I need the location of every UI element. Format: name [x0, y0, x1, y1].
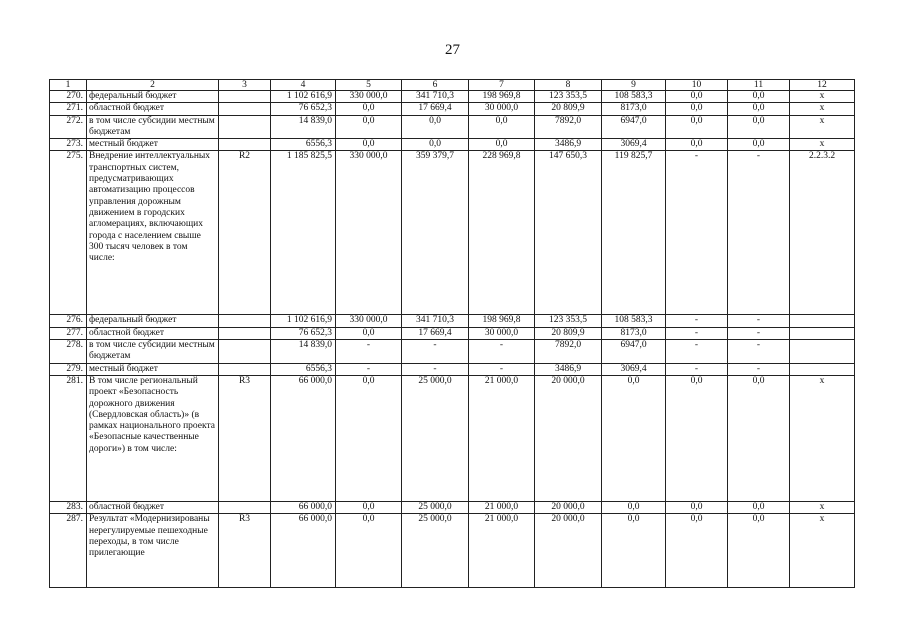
table-cell: 2.2.3.2	[790, 151, 855, 315]
table-cell: 341 710,3	[402, 315, 469, 327]
table-cell: 123 353,5	[535, 315, 602, 327]
row-name-cell: В том числе региональный проект «Безопасность дорожного движения (Свердловская область)» (в рамках национального проекта «Безопасные качественные дороги») в том числе:	[87, 375, 219, 501]
row-name-cell: в том числе субсидии местным бюджетам	[87, 340, 219, 364]
table-cell: 0,0	[336, 327, 402, 339]
table-cell: 6947,0	[602, 115, 666, 139]
table-cell: 30 000,0	[469, 327, 535, 339]
table-cell: 0,0	[602, 501, 666, 513]
table-cell: 3486,9	[535, 363, 602, 375]
table-cell: 0,0	[336, 115, 402, 139]
table-cell: -	[728, 327, 790, 339]
table-cell: 3069,4	[602, 363, 666, 375]
table-cell: 14 839,0	[271, 340, 336, 364]
header-cell: 10	[666, 80, 728, 91]
table-row	[50, 327, 855, 339]
table-cell: 20 809,9	[535, 327, 602, 339]
row-number-cell: 276.	[50, 315, 87, 327]
table-cell: 25 000,0	[402, 514, 469, 588]
table-cell	[219, 363, 271, 375]
header-cell: 12	[790, 80, 855, 91]
table-cell: 6556,3	[271, 139, 336, 151]
table-cell: 0,0	[728, 115, 790, 139]
table-row	[50, 103, 855, 115]
header-cell: 9	[602, 80, 666, 91]
table-cell	[219, 91, 271, 103]
table-cell: x	[790, 115, 855, 139]
table-row	[50, 363, 855, 375]
table-row	[50, 91, 855, 103]
table-cell: 7892,0	[535, 115, 602, 139]
table-cell: 0,0	[602, 375, 666, 501]
table-cell: 7892,0	[535, 340, 602, 364]
table-cell: 20 809,9	[535, 103, 602, 115]
table-cell: 198 969,8	[469, 91, 535, 103]
row-number-cell: 277.	[50, 327, 87, 339]
table-cell: 330 000,0	[336, 91, 402, 103]
row-name-cell: федеральный бюджет	[87, 91, 219, 103]
table-cell: R3	[219, 514, 271, 588]
table-cell: 21 000,0	[469, 375, 535, 501]
row-number-cell: 273.	[50, 139, 87, 151]
row-number-cell: 272.	[50, 115, 87, 139]
table-row	[50, 514, 855, 588]
table-cell: 20 000,0	[535, 501, 602, 513]
row-name-cell: Результат «Модернизированы нерегулируемые пешеходные переходы, в том числе прилегающие	[87, 514, 219, 588]
table-cell: 17 669,4	[402, 327, 469, 339]
table-cell: 25 000,0	[402, 375, 469, 501]
table-cell: 3486,9	[535, 139, 602, 151]
table-row	[50, 151, 855, 315]
table-cell: 0,0	[336, 514, 402, 588]
row-name-cell: местный бюджет	[87, 363, 219, 375]
table-cell: 0,0	[666, 139, 728, 151]
table-cell: 0,0	[728, 375, 790, 501]
row-name-cell: областной бюджет	[87, 103, 219, 115]
table-cell: 0,0	[666, 91, 728, 103]
table-cell: -	[469, 363, 535, 375]
table-cell: -	[336, 363, 402, 375]
table-cell: 108 583,3	[602, 91, 666, 103]
header-cell: 5	[336, 80, 402, 91]
table-cell: 123 353,5	[535, 91, 602, 103]
table-cell: -	[402, 340, 469, 364]
table-cell: 0,0	[336, 103, 402, 115]
row-name-cell: Внедрение интеллектуальных транспортных систем, предусматривающих автоматизацию процессов управления дорожным движением в городских агломерациях, включающих города с населением свыше 300 тысяч человек в том числе:	[87, 151, 219, 315]
table-cell: x	[790, 139, 855, 151]
table-cell: 198 969,8	[469, 315, 535, 327]
table-cell: x	[790, 375, 855, 501]
table-cell: 3069,4	[602, 139, 666, 151]
table-cell: 0,0	[602, 514, 666, 588]
table-cell	[219, 103, 271, 115]
table-cell: 21 000,0	[469, 514, 535, 588]
table-cell	[219, 139, 271, 151]
table-cell: 20 000,0	[535, 514, 602, 588]
table-row	[50, 375, 855, 501]
table-cell: 0,0	[402, 115, 469, 139]
table-cell: 6947,0	[602, 340, 666, 364]
table-cell: 0,0	[469, 139, 535, 151]
table-cell: 0,0	[336, 375, 402, 501]
row-name-cell: областной бюджет	[87, 327, 219, 339]
table-cell: 76 652,3	[271, 103, 336, 115]
table-cell: 228 969,8	[469, 151, 535, 315]
table-cell: 341 710,3	[402, 91, 469, 103]
table-cell: 76 652,3	[271, 327, 336, 339]
row-name-cell: федеральный бюджет	[87, 315, 219, 327]
table-cell: 330 000,0	[336, 151, 402, 315]
table-row	[50, 115, 855, 139]
table-cell: 147 650,3	[535, 151, 602, 315]
table-cell	[790, 340, 855, 364]
row-number-cell: 283.	[50, 501, 87, 513]
table-cell: x	[790, 103, 855, 115]
table-cell: 30 000,0	[469, 103, 535, 115]
table-cell: 1 102 616,9	[271, 315, 336, 327]
table-cell: -	[666, 315, 728, 327]
row-number-cell: 287.	[50, 514, 87, 588]
table-cell: -	[666, 363, 728, 375]
row-number-cell: 278.	[50, 340, 87, 364]
table-cell: -	[469, 340, 535, 364]
table-cell: 17 669,4	[402, 103, 469, 115]
table-row	[50, 315, 855, 327]
table-cell: -	[666, 327, 728, 339]
table-cell: 6556,3	[271, 363, 336, 375]
table-cell: 66 000,0	[271, 375, 336, 501]
row-name-cell: местный бюджет	[87, 139, 219, 151]
table-cell: 20 000,0	[535, 375, 602, 501]
table-cell: 108 583,3	[602, 315, 666, 327]
table-cell	[219, 115, 271, 139]
table-cell	[790, 363, 855, 375]
table-row	[50, 501, 855, 513]
table-cell: 330 000,0	[336, 315, 402, 327]
table-cell: 1 185 825,5	[271, 151, 336, 315]
table-cell: 1 102 616,9	[271, 91, 336, 103]
row-name-cell: в том числе субсидии местным бюджетам	[87, 115, 219, 139]
table-cell: 0,0	[666, 375, 728, 501]
row-number-cell: 279.	[50, 363, 87, 375]
table-cell: R3	[219, 375, 271, 501]
header-cell: 11	[728, 80, 790, 91]
table-row	[50, 139, 855, 151]
table-cell	[219, 327, 271, 339]
table-cell: 0,0	[728, 501, 790, 513]
table-cell: 0,0	[728, 139, 790, 151]
table-cell: 0,0	[666, 103, 728, 115]
table-cell	[219, 315, 271, 327]
table-cell: 66 000,0	[271, 501, 336, 513]
table-cell	[790, 315, 855, 327]
table-cell: x	[790, 514, 855, 588]
table-cell	[219, 501, 271, 513]
table-cell: 8173,0	[602, 327, 666, 339]
table-cell: x	[790, 91, 855, 103]
table-cell: -	[728, 151, 790, 315]
page-number: 27	[445, 42, 460, 58]
budget-table	[49, 79, 855, 588]
table-cell: 0,0	[666, 115, 728, 139]
table-cell: -	[728, 315, 790, 327]
row-number-cell: 275.	[50, 151, 87, 315]
header-cell: 2	[87, 80, 219, 91]
table-cell: -	[336, 340, 402, 364]
table-row	[50, 340, 855, 364]
table-cell: 25 000,0	[402, 501, 469, 513]
table-header-row	[50, 80, 855, 91]
header-cell: 1	[50, 80, 87, 91]
table-cell: 119 825,7	[602, 151, 666, 315]
table-cell: 359 379,7	[402, 151, 469, 315]
table-cell: 0,0	[336, 139, 402, 151]
table-cell: 0,0	[728, 103, 790, 115]
header-cell: 6	[402, 80, 469, 91]
table-cell: -	[402, 363, 469, 375]
table-cell: R2	[219, 151, 271, 315]
table-cell: 0,0	[666, 501, 728, 513]
row-number-cell: 271.	[50, 103, 87, 115]
table-cell: -	[666, 151, 728, 315]
table-cell: 66 000,0	[271, 514, 336, 588]
table-cell: 0,0	[666, 514, 728, 588]
table-cell	[790, 327, 855, 339]
header-cell: 8	[535, 80, 602, 91]
table-cell: 14 839,0	[271, 115, 336, 139]
header-cell: 4	[271, 80, 336, 91]
table-cell: 0,0	[728, 514, 790, 588]
table-cell: 0,0	[469, 115, 535, 139]
row-name-cell: областной бюджет	[87, 501, 219, 513]
table-cell: -	[728, 363, 790, 375]
table-cell: -	[728, 340, 790, 364]
table-cell: -	[666, 340, 728, 364]
table-cell: 0,0	[336, 501, 402, 513]
table-cell	[219, 340, 271, 364]
table-cell: 8173,0	[602, 103, 666, 115]
row-number-cell: 270.	[50, 91, 87, 103]
header-cell: 3	[219, 80, 271, 91]
table-cell: 21 000,0	[469, 501, 535, 513]
header-cell: 7	[469, 80, 535, 91]
table-cell: 0,0	[402, 139, 469, 151]
table-cell: 0,0	[728, 91, 790, 103]
row-number-cell: 281.	[50, 375, 87, 501]
table-cell: x	[790, 501, 855, 513]
